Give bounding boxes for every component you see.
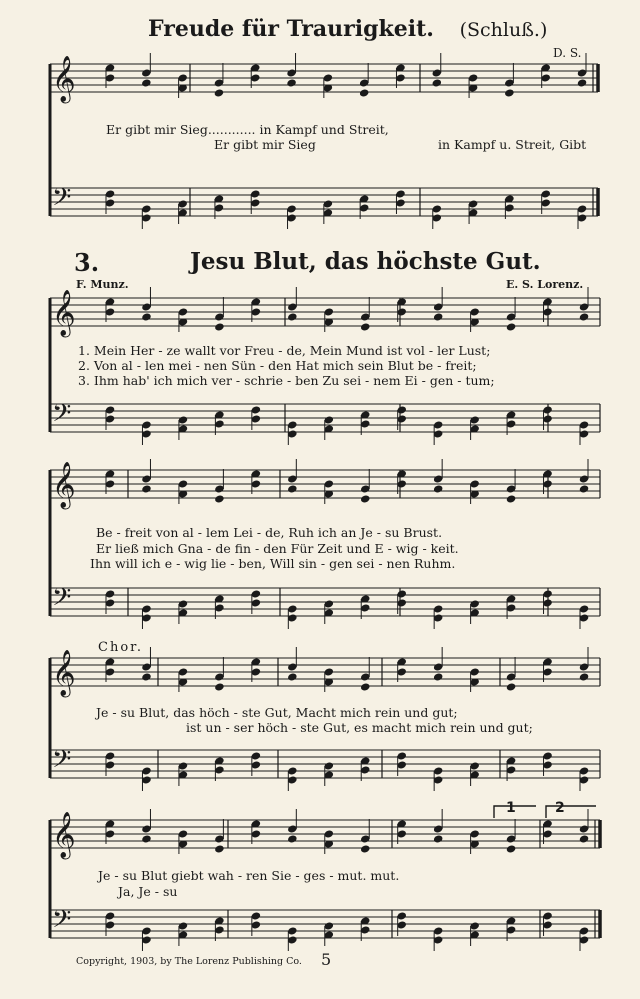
note-head <box>577 78 588 87</box>
lyric-s2-verse2: 2. Von al - len mei - nen Sün - den Hat mich sein Blut be - freit; <box>78 358 477 373</box>
note-head <box>359 88 370 97</box>
treble-clef: 𝄞 <box>52 812 76 858</box>
note-head <box>287 484 298 493</box>
hymn-title: Jesu Blut, das höchste Gut. <box>190 248 541 275</box>
section-subtitle: (Schluß.) <box>459 19 548 41</box>
lyric-chorus-upper: Je - su Blut, das höch - ste Gut, Macht mich rein und gut; <box>96 705 458 720</box>
note-head <box>141 484 152 493</box>
note-head <box>360 494 371 503</box>
bass-clef: 𝄢 <box>52 583 72 618</box>
note-head <box>287 834 298 843</box>
note-head <box>287 312 298 321</box>
lyric-chorus-lower: ist un - ser höch - ste Gut, es macht mich rein und gut; <box>186 720 533 735</box>
note-head <box>433 672 444 681</box>
lyric-s5-lower: Ja, Je - su <box>118 884 178 899</box>
note-head <box>506 494 517 503</box>
note-head <box>579 672 590 681</box>
copyright-notice: Copyright, 1903, by The Lorenz Publishing Co. <box>76 956 302 967</box>
composer-right: E. S. Lorenz. <box>506 278 584 291</box>
treble-clef: 𝄞 <box>52 650 76 696</box>
note-head <box>141 312 152 321</box>
lyric-s3-verse3: Ihn will ich e - wig lie - ben, Will sin - gen sei - nen Ruhm. <box>90 556 456 571</box>
lyric-s2-verse3: 3. Ihm hab' ich mich ver - schrie - ben Zu sei - nem Ei - gen - tum; <box>78 373 495 388</box>
lyric-s1-lower-b: in Kampf u. Streit, Gibt <box>438 137 587 152</box>
note-head <box>141 78 152 87</box>
hymn-number: 3. <box>74 248 100 277</box>
note-head <box>214 844 225 853</box>
treble-clef: 𝄞 <box>52 290 76 336</box>
first-ending-bracket <box>494 806 536 818</box>
note-head <box>506 682 517 691</box>
note-head <box>579 312 590 321</box>
note-head <box>433 312 444 321</box>
note-head <box>360 682 371 691</box>
note-head <box>287 672 298 681</box>
bass-clef: 𝄢 <box>52 399 72 434</box>
note-head <box>432 78 443 87</box>
second-ending-mark: 2 <box>555 800 565 816</box>
note-head <box>506 322 517 331</box>
note-head <box>214 494 225 503</box>
lyric-s2-verse1: 1. Mein Her - ze wallt vor Freu - de, Mein Mund ist vol - ler Lust; <box>78 343 491 358</box>
note-head <box>286 78 297 87</box>
note-head <box>579 834 590 843</box>
composer-left: F. Munz. <box>76 278 129 291</box>
note-head <box>214 88 225 97</box>
treble-clef: 𝄞 <box>52 56 76 102</box>
note-head <box>214 322 225 331</box>
note-head <box>141 834 152 843</box>
chorus-label: Chor. <box>98 640 144 655</box>
lyric-s5-upper: Je - su Blut giebt wah - ren Sie - ges - mut. mut. <box>98 868 400 883</box>
bass-clef: 𝄢 <box>52 905 72 940</box>
note-head <box>506 844 517 853</box>
note-head <box>433 834 444 843</box>
lyric-s1-upper: Er gibt mir Sieg............ in Kampf und Streit, <box>106 122 389 137</box>
section-title-text: Freude für Traurigkeit. <box>148 16 434 42</box>
lyric-s3-verse2: Er ließ mich Gna - de fin - den Für Zeit und E - wig - keit. <box>96 541 459 556</box>
first-ending-mark: 1 <box>506 800 516 816</box>
bass-clef: 𝄢 <box>52 183 72 218</box>
note-head <box>433 484 444 493</box>
note-head <box>579 484 590 493</box>
note-head <box>360 844 371 853</box>
lyric-s3-verse1: Be - freit von al - lem Lei - de, Ruh ich an Je - su Brust. <box>96 525 443 540</box>
bass-clef: 𝄢 <box>52 745 72 780</box>
note-head <box>214 682 225 691</box>
note-head <box>141 672 152 681</box>
note-head <box>360 322 371 331</box>
treble-clef: 𝄞 <box>52 462 76 508</box>
note-head <box>504 88 515 97</box>
lyric-s1-lower-a: Er gibt mir Sieg <box>214 137 316 152</box>
ds-mark: D. S. <box>553 46 582 60</box>
page-number: 5 <box>321 950 332 969</box>
